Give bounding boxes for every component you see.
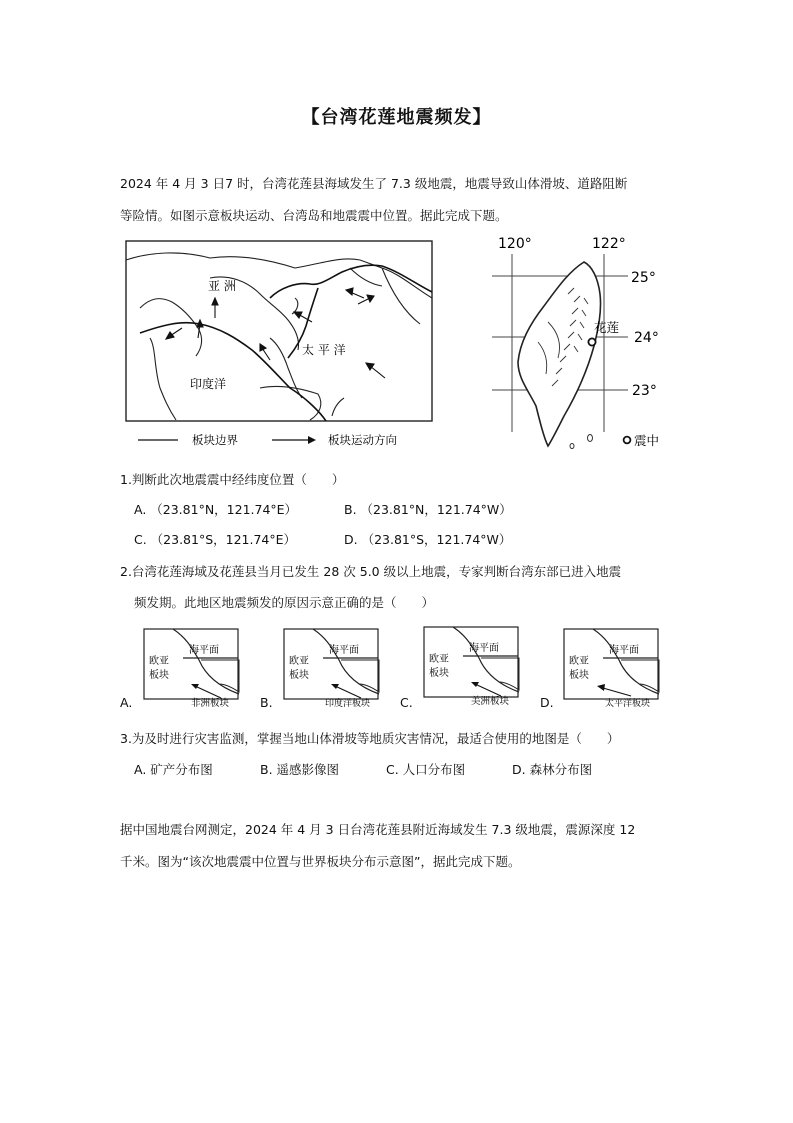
q1-option-c[interactable]: C. （23.81°S，121.74°E）: [134, 532, 297, 547]
intro-line-1: 2024 年 4 月 3 日7 时，台湾花莲县海域发生了 7.3 级地震，地震导致山体滑坡、道路阻断: [120, 176, 628, 191]
svg-text:海平面: 海平面: [189, 645, 219, 656]
islet: [570, 444, 574, 449]
q1-stem: 1.判断此次地震震中经纬度位置（ ）: [120, 472, 345, 487]
latitude-23-label: 23°: [632, 383, 657, 399]
q2-option-d-letter[interactable]: D.: [540, 695, 554, 710]
q2-option-c-letter[interactable]: C.: [400, 695, 413, 710]
q2-option-b-diagram[interactable]: [283, 628, 383, 708]
svg-text:板块: 板块: [149, 670, 169, 681]
epicenter-marker: [588, 338, 595, 345]
q2-stem-line-1: 2.台湾花莲海域及花莲县当月已发生 28 次 5.0 级以上地震，专家判断台湾东部已进入地震: [120, 564, 622, 579]
page-title: 【台湾花莲地震频发】: [301, 107, 492, 128]
epicenter-legend-marker: [624, 437, 631, 444]
outro-line-1: 据中国地震台网测定，2024 年 4 月 3 日台湾花莲县附近海域发生 7.3 级地震，震源深度 12: [120, 822, 636, 837]
q2-option-a-diagram[interactable]: [143, 628, 243, 708]
direction-legend-label: 板块运动方向: [328, 433, 397, 447]
longitude-120-label: 120°: [498, 236, 532, 252]
svg-text:欧亚: 欧亚: [289, 656, 309, 667]
latitude-25-label: 25°: [631, 270, 656, 286]
q1-option-b[interactable]: B. （23.81°N，121.74°W）: [344, 502, 512, 517]
islet: [588, 435, 593, 442]
svg-text:欧亚: 欧亚: [149, 656, 169, 667]
direction-legend-arrowhead: [308, 436, 316, 444]
svg-text:板块: 板块: [289, 670, 309, 681]
q3-option-b[interactable]: B. 遥感影像图: [260, 762, 340, 777]
hualien-label: 花莲: [594, 320, 620, 335]
svg-text:海平面: 海平面: [609, 645, 639, 656]
boundary-legend-label: 板块边界: [192, 433, 238, 447]
world-plate-map: [120, 238, 440, 454]
q2-option-b-plate: 印度洋板块: [325, 699, 371, 708]
indian-ocean-label: 印度洋: [190, 377, 227, 391]
q1-option-d[interactable]: D. （23.81°S，121.74°W）: [344, 532, 512, 547]
pacific-label: 太 平 洋: [302, 343, 346, 357]
q2-option-a-letter[interactable]: A.: [120, 695, 133, 710]
svg-text:欧亚: 欧亚: [429, 654, 449, 665]
q3-option-a[interactable]: A. 矿产分布图: [134, 762, 213, 777]
q3-option-d[interactable]: D. 森林分布图: [512, 762, 593, 777]
q3-stem: 3.为及时进行灾害监测，掌握当地山体滑坡等地质灾害情况，最适合使用的地图是（ ）: [120, 731, 620, 746]
q2-stem-line-2: 频发期。此地区地震频发的原因示意正确的是（ ）: [134, 595, 435, 610]
q3-option-c[interactable]: C. 人口分布图: [386, 762, 466, 777]
q2-option-a-plate: 非洲板块: [191, 698, 230, 708]
outro-line-2: 千米。图为“该次地震震中位置与世界板块分布示意图”，据此完成下题。: [120, 854, 521, 869]
epicenter-legend-label: 震中: [634, 433, 660, 448]
q2-option-d-plate: 太平洋板块: [605, 699, 651, 708]
q2-option-d-diagram[interactable]: [563, 628, 663, 708]
svg-text:海平面: 海平面: [329, 645, 359, 656]
svg-text:海平面: 海平面: [469, 643, 499, 654]
q2-option-c-plate: 美洲板块: [471, 696, 510, 706]
q1-option-a[interactable]: A. （23.81°N，121.74°E）: [134, 502, 298, 517]
svg-text:欧亚: 欧亚: [569, 656, 589, 667]
taiwan-map: [488, 232, 668, 454]
q2-option-b-letter[interactable]: B.: [260, 695, 273, 710]
asia-label: 亚 洲: [208, 279, 236, 293]
svg-text:板块: 板块: [429, 668, 449, 679]
svg-text:板块: 板块: [569, 670, 589, 681]
intro-line-2: 等险情。如图示意板块运动、台湾岛和地震震中位置。据此完成下题。: [120, 208, 508, 223]
q2-option-c-diagram[interactable]: [423, 626, 523, 706]
latitude-24-label: 24°: [634, 330, 659, 346]
longitude-122-label: 122°: [592, 236, 626, 252]
